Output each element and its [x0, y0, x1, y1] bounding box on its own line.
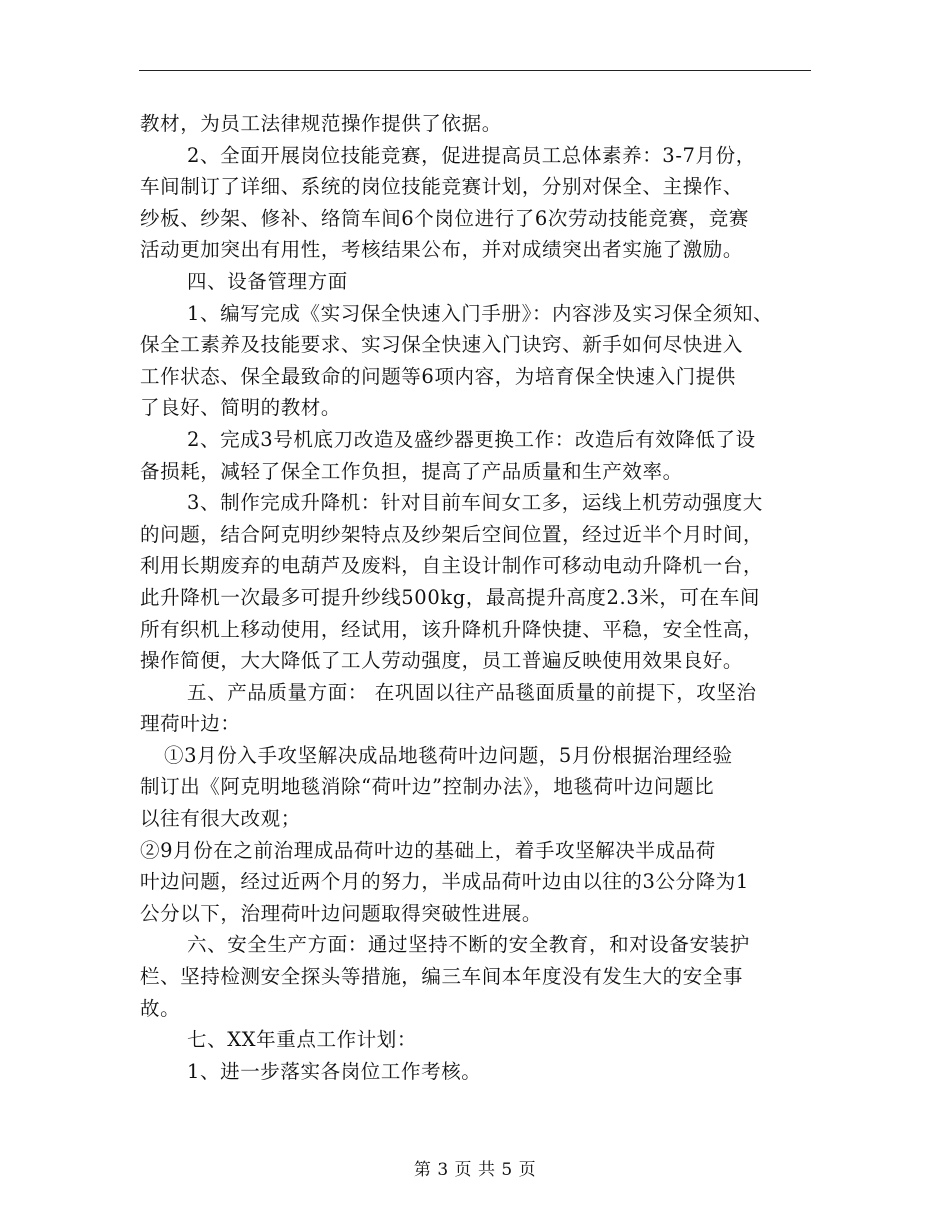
paragraph-line: 2、全面开展岗位技能竞赛，促进提高员工总体素养：3-7月份， — [187, 143, 756, 167]
paragraph-line: 利用长期废弃的电葫芦及废料，自主设计制作可移动电动升降机一台， — [140, 554, 764, 578]
paragraph-line: 备损耗，减轻了保全工作负担，提高了产品质量和生产效率。 — [140, 459, 683, 483]
paragraph-line: 此升降机一次最多可提升纱线500kg，最高提升高度2.3米，可在车间 — [140, 585, 760, 609]
paragraph-line: 工作状态、保全最致命的问题等6项内容，为培育保全快速入门提供 — [140, 364, 736, 388]
paragraph-line: 栏、坚持检测安全探头等措施，编三车间本年度没有发生大的安全事 — [140, 965, 744, 989]
paragraph-line: 3、制作完成升降机：针对目前车间女工多，运线上机劳动强度大 — [187, 491, 763, 515]
paragraph-line: 的问题，结合阿克明纱架特点及纱架后空间位置，经过近半个月时间， — [140, 522, 764, 546]
footer-prefix: 第 — [413, 1160, 432, 1180]
paragraph-line: 理荷叶边： — [140, 712, 241, 736]
paragraph-line: 了良好、简明的教材。 — [140, 396, 342, 420]
paragraph-line: 制订出《阿克明地毯消除“荷叶边”控制办法》，地毯荷叶边问题比 — [140, 775, 715, 799]
section-heading: 四、设备管理方面 — [187, 269, 348, 293]
paragraph-line: 纱板、纱架、修补、络筒车间6个岗位进行了6次劳动技能竞赛，竞赛 — [140, 206, 749, 230]
paragraph-line: ①3月份入手攻坚解决成品地毯荷叶边问题，5月份根据治理经验 — [164, 743, 733, 767]
paragraph-line: 保全工素养及技能要求、实习保全快速入门诀窍、新手如何尽快进入 — [140, 333, 744, 357]
section-heading: 七、XX年重点工作计划： — [187, 1028, 417, 1052]
paragraph-line: 叶边问题，经过近两个月的努力，半成品荷叶边由以往的3公分降为1 — [140, 870, 749, 894]
section-heading: 六、安全生产方面：通过坚持不断的安全教育，和对设备安装护 — [187, 933, 750, 957]
page-footer — [0, 1155, 950, 1180]
paragraph-line: 公分以下，治理荷叶边问题取得突破性进展。 — [140, 901, 543, 925]
paragraph-line: 车间制订了详细、系统的岗位技能竞赛计划，分别对保全、主操作、 — [140, 175, 744, 199]
paragraph-line: 2、完成3号机底刀改造及盛纱器更换工作：改造后有效降低了设 — [187, 427, 756, 451]
section-heading: 五、产品质量方面： 在巩固以往产品毯面质量的前提下，攻坚治 — [187, 680, 757, 704]
paragraph-line: 操作简便，大大降低了工人劳动强度，员工普遍反映使用效果良好。 — [140, 649, 744, 673]
paragraph-line: 活动更加突出有用性，考核结果公布，并对成绩突出者实施了激励。 — [140, 238, 744, 262]
footer-suffix: 页 — [518, 1160, 537, 1180]
paragraph-line: 1、编写完成《实习保全快速入门手册》：内容涉及实习保全须知、 — [187, 301, 774, 325]
page-number: 3 — [437, 1160, 449, 1180]
paragraph-line: 1、进一步落实各岗位工作考核。 — [187, 1059, 482, 1083]
paragraph-line: 故。 — [140, 996, 181, 1020]
footer-middle: 页 共 — [454, 1160, 496, 1180]
paragraph-line: 以往有很大改观； — [140, 807, 301, 831]
paragraph-line: 教材，为员工法律规范操作提供了依据。 — [140, 112, 502, 135]
paragraph-line: 所有织机上移动使用，经试用，该升降机升降快捷、平稳，安全性高， — [140, 617, 764, 641]
document-body — [140, 108, 840, 1087]
header-rule — [139, 70, 811, 71]
paragraph-line: ②9月份在之前治理成品荷叶边的基础上，着手攻坚解决半成品荷 — [140, 838, 716, 862]
page-total: 5 — [501, 1160, 513, 1180]
